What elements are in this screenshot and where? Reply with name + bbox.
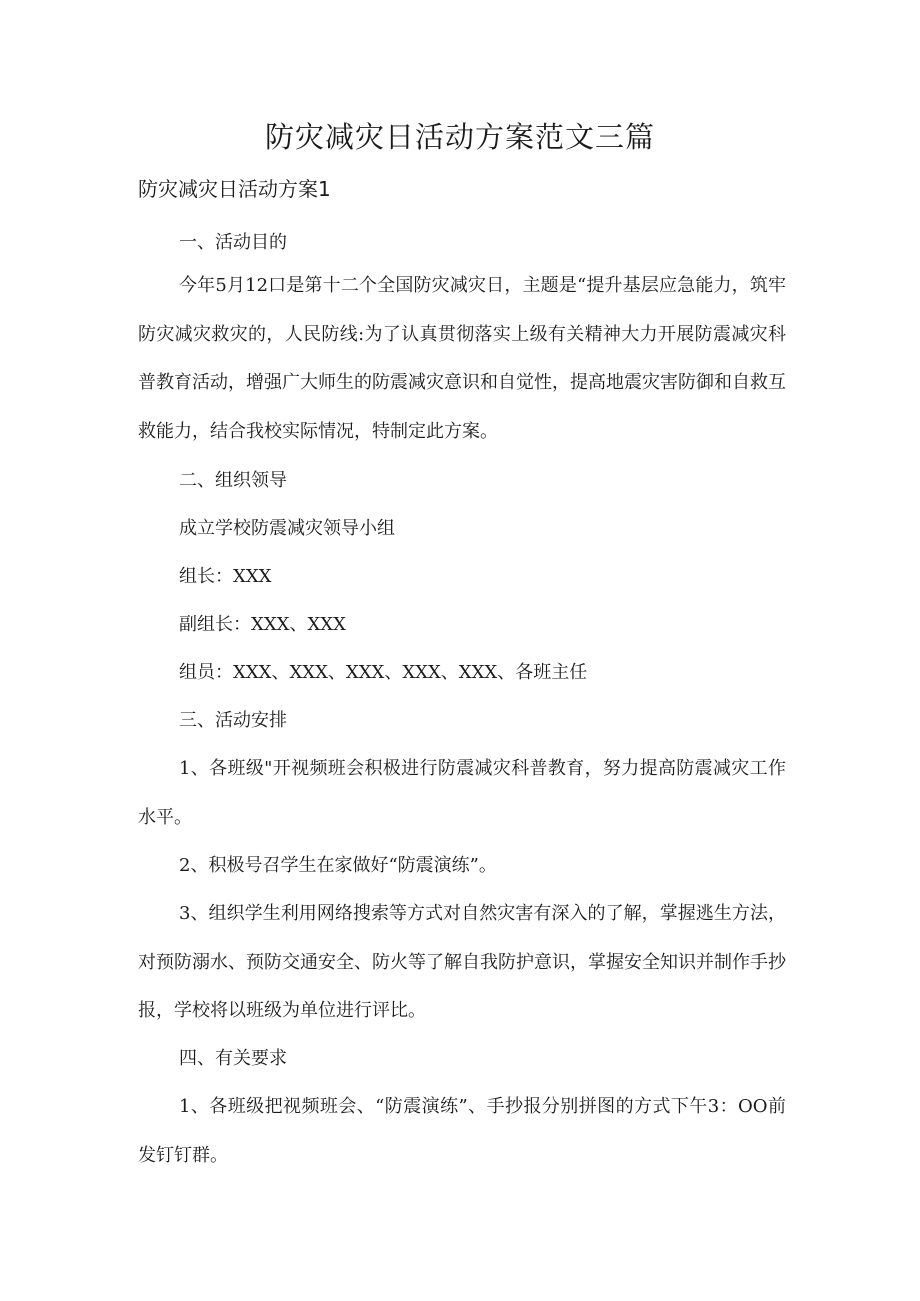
paragraph-requirement-1: 1、各班级把视频班会、“防震演练”、手抄报分别拼图的方式下午3：OO前发钉钉群。 xyxy=(138,1096,786,1166)
heading-requirements: 四、有关要求 xyxy=(179,1048,287,1069)
heading-purpose: 一、活动目的 xyxy=(179,232,287,253)
paragraph-members: 组员：XXX、XXX、XXX、XXX、XXX、各班主任 xyxy=(179,662,588,683)
paragraph-leader: 组长：XXX xyxy=(179,566,272,587)
section-heading: 防灾减灾日活动方案1 xyxy=(138,177,331,201)
heading-leadership: 二、组织领导 xyxy=(179,470,287,491)
paragraph-group: 成立学校防震减灾领导小组 xyxy=(179,518,395,539)
heading-arrangements: 三、活动安排 xyxy=(179,710,287,731)
paragraph-arrangement-2: 2、积极号召学生在家做好“防震演练”。 xyxy=(179,855,497,876)
document-title: 防灾减灾日活动方案范文三篇 xyxy=(264,120,655,154)
paragraph-arrangement-1: 1、各班级"开视频班会积极进行防震减灾科普教育，努力提高防震减灾工作水平。 xyxy=(138,758,786,828)
paragraph-purpose: 今年5月12口是第十二个全国防灾减灾日，主题是“提升基层应急能力，筑牢防灾减灾救灾的，人民防线:为了认真贯彻落实上级有关精神大力开展防震减灾科普教育活动，增强广大师生的防震减灾意识和自觉性，提高地震灾害防御和自救互救能力，结合我校实际情况，特制定此方案。 xyxy=(138,275,786,442)
paragraph-arrangement-3: 3、组织学生利用网络搜索等方式对自然灾害有深入的了解，掌握逃生方法，对预防溺水、预防交通安全、防火等了解自我防护意识，掌握安全知识并制作手抄报，学校将以班级为单位进行评比。 xyxy=(138,903,786,1021)
paragraph-deputy-leader: 副组长：XXX、XXX xyxy=(179,614,346,635)
